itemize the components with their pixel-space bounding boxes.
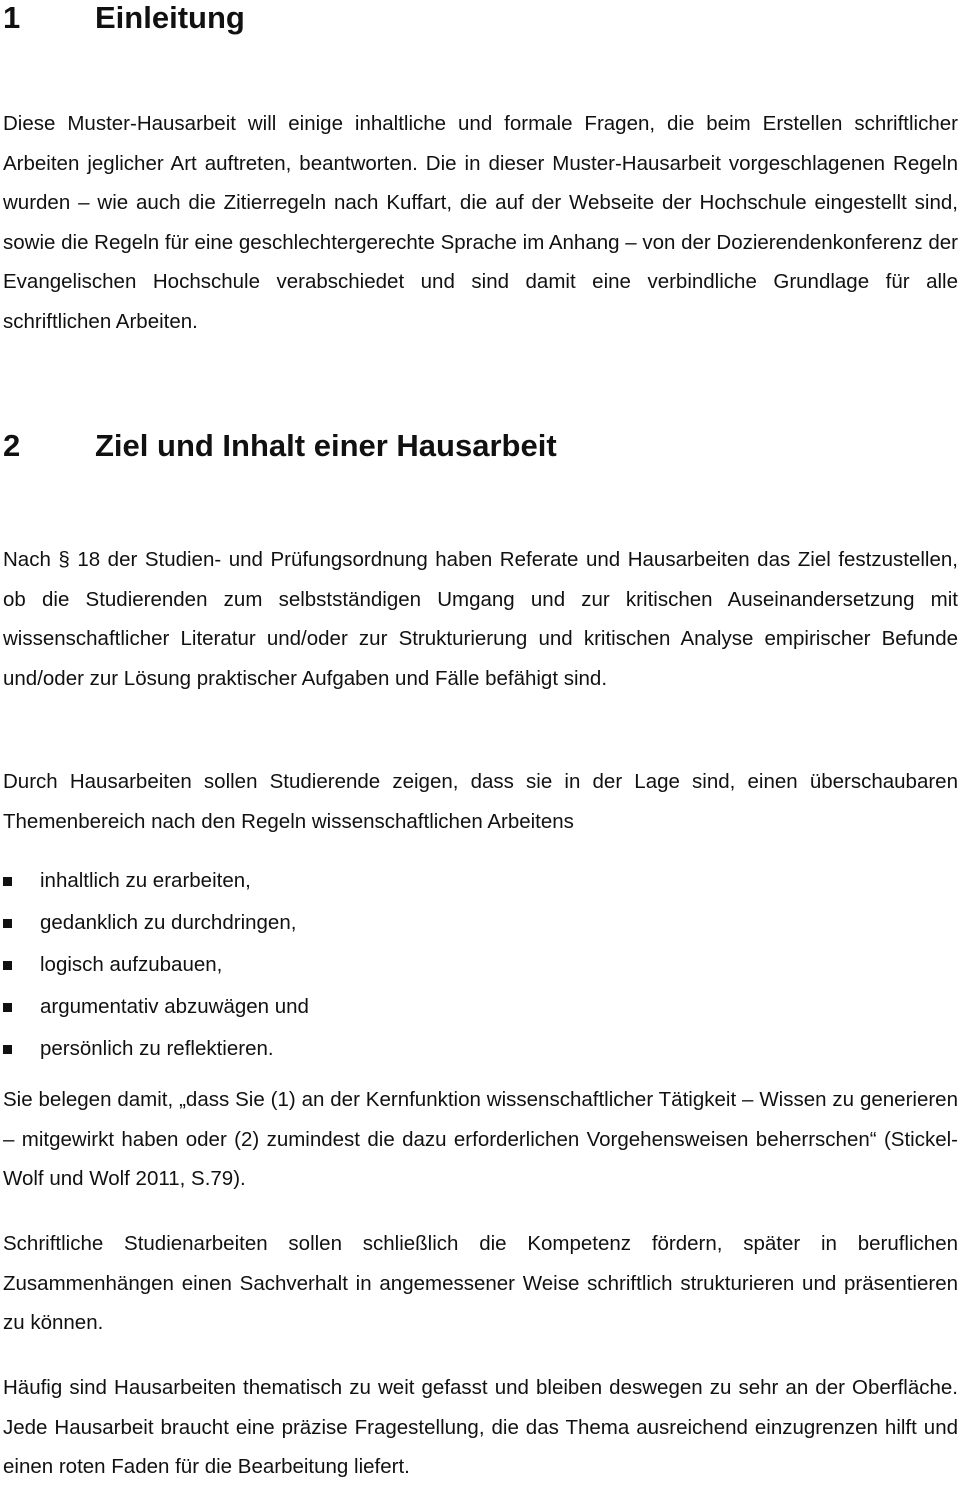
list-item-text: logisch aufzubauen, (40, 953, 223, 976)
section-2-paragraph-3: Sie belegen damit, „dass Sie (1) an der Kernfunktion wissenschaftlicher Tätigkeit – Wissen zu generieren – mitgewirkt haben oder (2) zumindest die dazu erforderlichen Vorgehensweisen beherrschen“ (Stickel-Wolf und Wolf 2011, S.79). (3, 1088, 958, 1191)
list-item-text: argumentativ abzuwägen und (40, 995, 309, 1018)
section-1-paragraph: Diese Muster-Hausarbeit will einige inhaltliche und formale Fragen, die beim Erstellen schriftlicher Arbeiten jeglicher Art auftreten, beantworten. Die in dieser Muster-Hausarbeit vorgeschlagenen Regeln wurden – wie auch die Zitierregeln nach Kuffart, die auf der Webseite der Hochschule eingestellt sind, sowie die Regeln für eine geschlechtergerechte Sprache im Anhang – von der Dozierendenkonferenz der Evangelischen Hochschule verabschiedet und sind damit eine verbindliche Grundlage für alle schriftlichen Arbeiten. (3, 112, 958, 333)
square-bullet-icon (3, 919, 12, 928)
section-2-paragraph-2: Durch Hausarbeiten sollen Studierende zeigen, dass sie in der Lage sind, einen überschaubaren Themenbereich nach den Regeln wissenschaftlichen Arbeitens (3, 770, 958, 833)
section-1-heading (3, 0, 958, 36)
section-2-paragraph-4: Schriftliche Studienarbeiten sollen schließlich die Kompetenz fördern, später in beruflichen Zusammenhängen einen Sachverhalt in angemessener Weise schriftlich strukturieren und präsentieren zu können. (3, 1232, 958, 1335)
section-1-number: 1 (3, 0, 21, 35)
square-bullet-icon (3, 1003, 12, 1012)
square-bullet-icon (3, 1045, 12, 1054)
list-item (3, 1028, 958, 1070)
list-item (3, 986, 958, 1028)
square-bullet-icon (3, 877, 12, 886)
square-bullet-icon (3, 961, 12, 970)
list-item (3, 860, 958, 902)
list-item (3, 944, 958, 986)
section-2-paragraph-1: Nach § 18 der Studien- und Prüfungsordnung haben Referate und Hausarbeiten das Ziel festzustellen, ob die Studierenden zum selbstständigen Umgang und zur kritischen Auseinandersetzung mit wissenschaftlicher Literatur und/oder zur Strukturierung und kritischen Analyse empirischer Befunde und/oder zur Lösung praktischer Aufgaben und Fälle befähigt sind. (3, 548, 958, 690)
list-item (3, 902, 958, 944)
list-item-text: inhaltlich zu erarbeiten, (40, 869, 251, 892)
section-1-title: Einleitung (95, 0, 245, 35)
section-2-number: 2 (3, 428, 21, 463)
list-item-text: gedanklich zu durchdringen, (40, 911, 297, 934)
bullet-list (3, 860, 958, 1070)
section-2-paragraph-5: Häufig sind Hausarbeiten thematisch zu weit gefasst und bleiben deswegen zu sehr an der Oberfläche. Jede Hausarbeit braucht eine präzise Fragestellung, die das Thema ausreichend einzugrenzen hilft und einen roten Faden für die Bearbeitung liefert. (3, 1376, 958, 1479)
section-2-heading (3, 428, 958, 464)
section-2-title: Ziel und Inhalt einer Hausarbeit (95, 428, 557, 463)
list-item-text: persönlich zu reflektieren. (40, 1037, 274, 1060)
